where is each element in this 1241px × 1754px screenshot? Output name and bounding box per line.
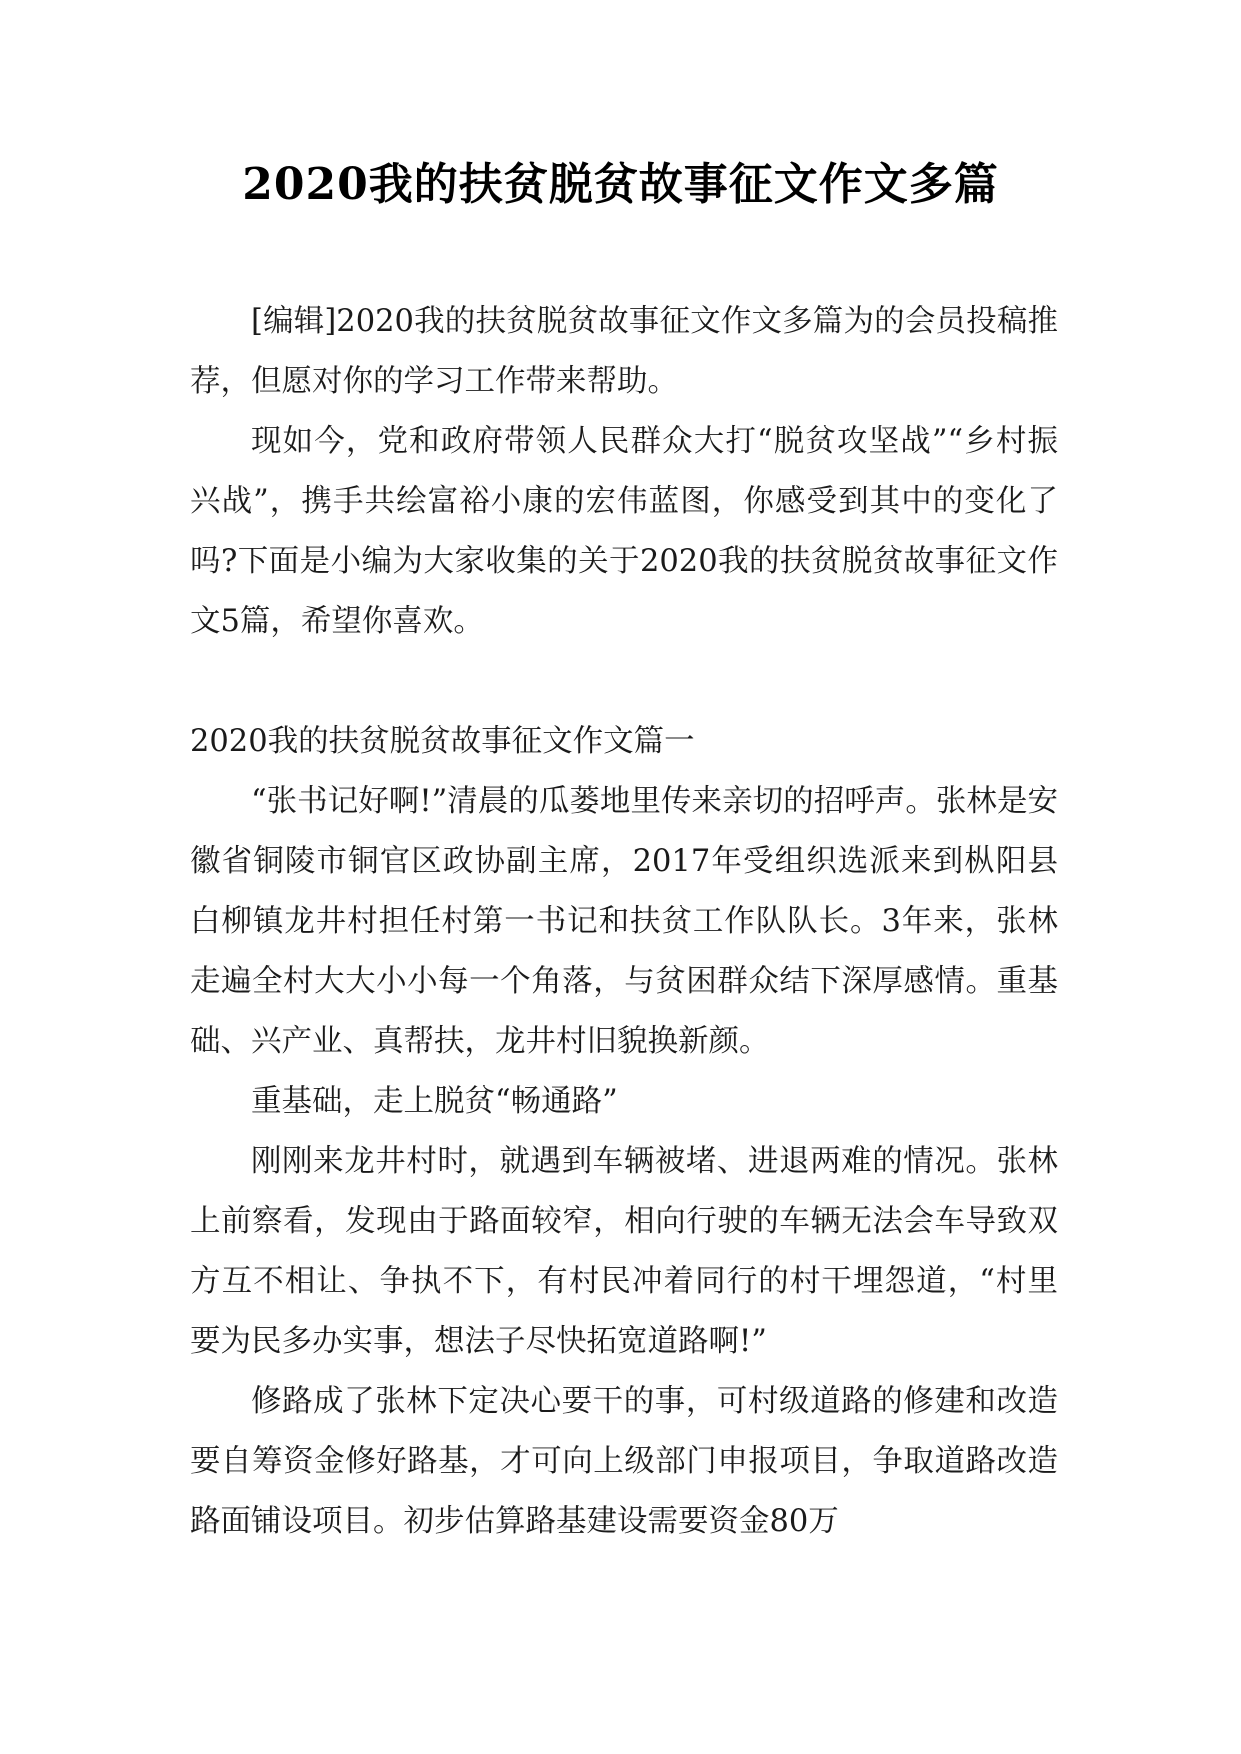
section-heading: 2020我的扶贫脱贫故事征文作文篇一: [190, 724, 695, 759]
section-subheading: 重基础，走上脱贫“畅通路”: [251, 1084, 618, 1119]
intro-paragraph-2: 现如今，党和政府带领人民群众大打“脱贫攻坚战”“乡村振兴战”，携手共绘富裕小康的宏伟蓝图，你感受到其中的变化了吗?下面是小编为大家收集的关于2020我的扶贫脱贫故事征文作文5篇，希望你喜欢。: [190, 424, 1058, 639]
intro-paragraph-1: [编辑]2020我的扶贫脱贫故事征文作文多篇为的会员投稿推荐，但愿对你的学习工作带来帮助。: [190, 304, 1058, 399]
section-paragraph-1: “张书记好啊!”清晨的瓜蒌地里传来亲切的招呼声。张林是安徽省铜陵市铜官区政协副主席，2017年受组织选派来到枞阳县白柳镇龙井村担任村第一书记和扶贫工作队队长。3年来，张林走遍全村大大小小每一个角落，与贫困群众结下深厚感情。重基础、兴产业、真帮扶，龙井村旧貌换新颜。: [190, 784, 1058, 1059]
document-title: 2020我的扶贫脱贫故事征文作文多篇: [242, 159, 999, 210]
section-paragraph-2: 刚刚来龙井村时，就遇到车辆被堵、进退两难的情况。张林上前察看，发现由于路面较窄，相向行驶的车辆无法会车导致双方互不相让、争执不下，有村民冲着同行的村干埋怨道，“村里要为民多办实事，想法子尽快拓宽道路啊!”: [190, 1144, 1058, 1359]
document-body: [190, 292, 1058, 1552]
section-paragraph-3: 修路成了张林下定决心要干的事，可村级道路的修建和改造要自筹资金修好路基，才可向上级部门申报项目，争取道路改造路面铺设项目。初步估算路基建设需要资金80万: [190, 1384, 1058, 1539]
